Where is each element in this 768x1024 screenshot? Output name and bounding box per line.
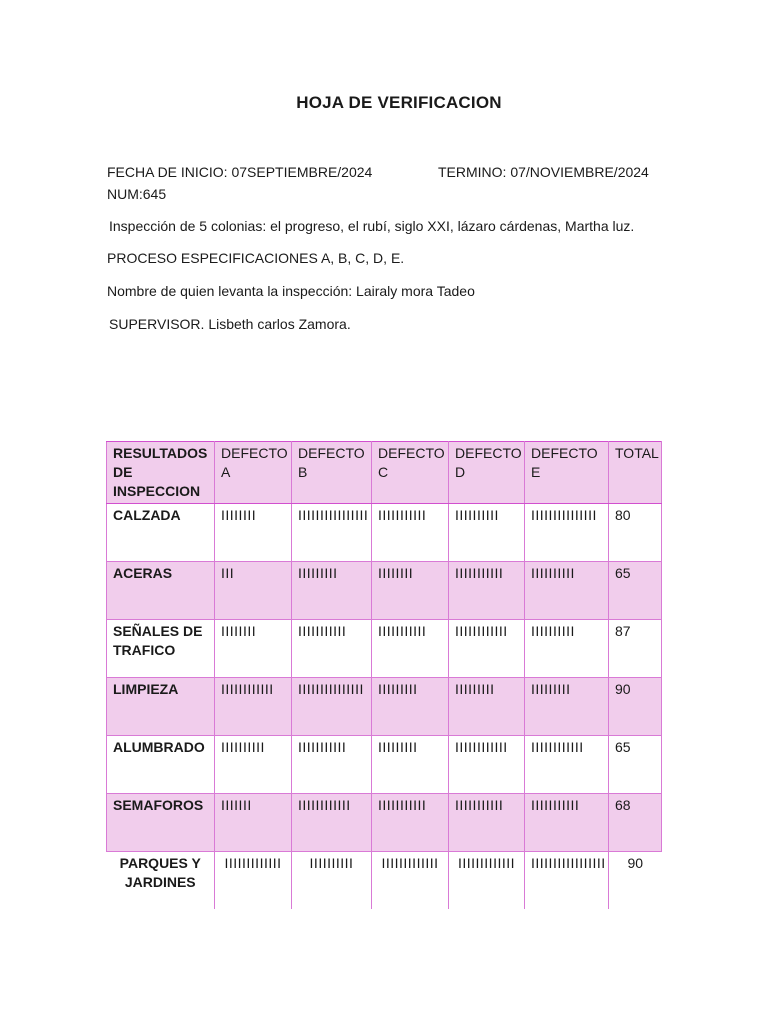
row-label: ALUMBRADO — [107, 736, 215, 794]
row-total: 65 — [609, 562, 662, 620]
header-total: TOTAL — [609, 442, 662, 504]
tally-d: IIIIIIIIIII — [449, 794, 525, 852]
tally-c: IIIIIIIIIII — [372, 794, 449, 852]
verification-table — [106, 441, 662, 909]
table-row — [107, 736, 662, 794]
tally-e: IIIIIIIIII — [525, 562, 609, 620]
tally-b: IIIIIIIIIIIIIII — [292, 678, 372, 736]
tally-c: IIIIIIIIIII — [372, 620, 449, 678]
tally-e: IIIIIIIIIII — [525, 794, 609, 852]
tally-e: IIIIIIIIIIII — [525, 736, 609, 794]
termino: TERMINO: 07/NOVIEMBRE/2024 — [438, 164, 649, 180]
tally-c: IIIIIIIII — [372, 736, 449, 794]
row-label: ACERAS — [107, 562, 215, 620]
tally-d: IIIIIIIIIII — [449, 562, 525, 620]
tally-d: IIIIIIIII — [449, 678, 525, 736]
row-label: SEMAFOROS — [107, 794, 215, 852]
tally-b: IIIIIIIIII — [292, 852, 372, 910]
table-row — [107, 852, 662, 910]
row-label: SEÑALES DE TRAFICO — [107, 620, 215, 678]
tally-c: IIIIIIII — [372, 562, 449, 620]
tally-c: IIIIIIIIIII — [372, 504, 449, 562]
table-row — [107, 794, 662, 852]
header-resultados: RESULTADOS DE INSPECCION — [107, 442, 215, 504]
tally-e: IIIIIIIIIIIIIII — [525, 504, 609, 562]
row-total: 90 — [609, 678, 662, 736]
tally-a: IIIIIIIIIIII — [215, 678, 292, 736]
row-label: CALZADA — [107, 504, 215, 562]
tally-a: IIIIIIIIIIIII — [215, 852, 292, 910]
row-total: 87 — [609, 620, 662, 678]
tally-b: IIIIIIIIIIII — [292, 794, 372, 852]
tally-d: IIIIIIIIIIIII — [449, 852, 525, 910]
tally-a: IIIIIII — [215, 794, 292, 852]
tally-c: IIIIIIIII — [372, 678, 449, 736]
header-defecto-b: DEFECTO B — [292, 442, 372, 504]
row-total: 90 — [609, 852, 662, 910]
row-total: 80 — [609, 504, 662, 562]
table-row — [107, 562, 662, 620]
inspeccion-text: Inspección de 5 colonias: el progreso, el rubí, siglo XXI, lázaro cárdenas, Martha luz. — [109, 218, 635, 234]
supervisor-name: SUPERVISOR. Lisbeth carlos Zamora. — [109, 316, 351, 332]
table-header-row — [107, 442, 662, 504]
header-defecto-e: DEFECTO E — [525, 442, 609, 504]
tally-d: IIIIIIIIIIII — [449, 620, 525, 678]
numero: NUM:645 — [107, 186, 167, 202]
table-row — [107, 620, 662, 678]
row-label: PARQUES Y JARDINES — [107, 852, 215, 910]
tally-b: IIIIIIIIIIIIIIII — [292, 504, 372, 562]
header-defecto-d: DEFECTO D — [449, 442, 525, 504]
fecha-inicio: FECHA DE INICIO: 07SEPTIEMBRE/2024 — [107, 164, 373, 180]
tally-d: IIIIIIIIII — [449, 504, 525, 562]
page-title: HOJA DE VERIFICACION — [296, 93, 502, 112]
header-defecto-c: DEFECTO C — [372, 442, 449, 504]
proceso-text: PROCESO ESPECIFICACIONES A, B, C, D, E. — [107, 250, 405, 266]
tally-b: IIIIIIIII — [292, 562, 372, 620]
tally-b: IIIIIIIIIII — [292, 620, 372, 678]
tally-a: IIIIIIII — [215, 504, 292, 562]
tally-b: IIIIIIIIIII — [292, 736, 372, 794]
table-row — [107, 504, 662, 562]
tally-a: III — [215, 562, 292, 620]
inspector-name: Nombre de quien levanta la inspección: Lairaly mora Tadeo — [107, 283, 475, 299]
tally-e: IIIIIIIII — [525, 678, 609, 736]
row-label: LIMPIEZA — [107, 678, 215, 736]
header-defecto-a: DEFECTO A — [215, 442, 292, 504]
table-row — [107, 678, 662, 736]
tally-a: IIIIIIIIII — [215, 736, 292, 794]
tally-e: IIIIIIIIIIIIIIIII — [525, 852, 609, 910]
tally-e: IIIIIIIIII — [525, 620, 609, 678]
tally-d: IIIIIIIIIIII — [449, 736, 525, 794]
row-total: 68 — [609, 794, 662, 852]
tally-c: IIIIIIIIIIIII — [372, 852, 449, 910]
row-total: 65 — [609, 736, 662, 794]
tally-a: IIIIIIII — [215, 620, 292, 678]
